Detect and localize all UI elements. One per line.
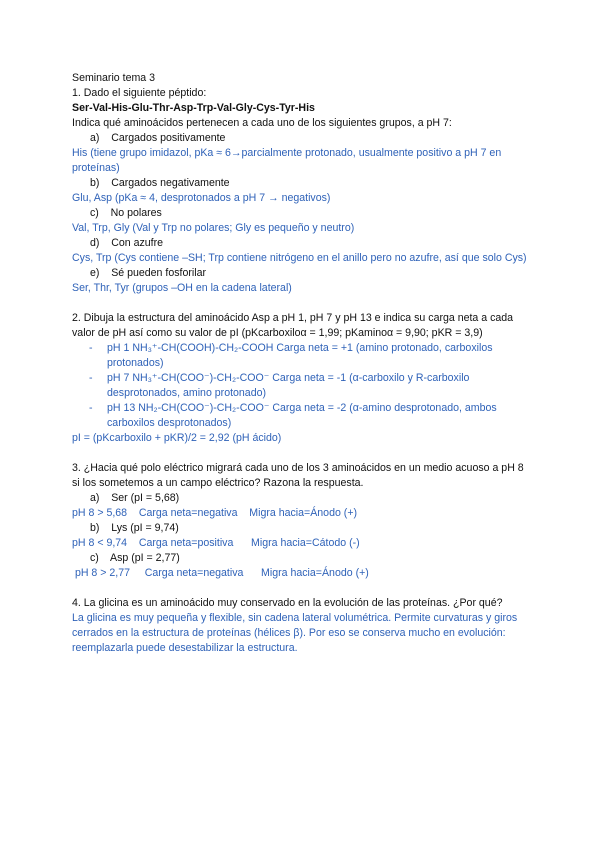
q2-line-ph7-text: pH 7 NH₃⁺-CH(COO⁻)-CH₂-COO⁻ Carga neta = -1 (α-carboxilo y R-carboxilo desprotonados, amino protonado): [107, 372, 470, 399]
q2-line-ph7: [72, 371, 530, 401]
q2-line-ph1: [72, 341, 530, 371]
q2-line-ph1-text: pH 1 NH₃⁺-CH(COOH)-CH₂-COOH Carga neta = +1 (amino protonado, carboxilos protonados): [107, 342, 493, 369]
q1-item-e-answer: Ser, Thr, Tyr (grupos –OH en la cadena lateral): [72, 282, 292, 294]
q3-item-c-answer: pH 8 > 2,77 Carga neta=negativa Migra hacia=Ánodo (+): [72, 567, 369, 579]
q1-item-d-answer: Cys, Trp (Cys contiene –SH; Trp contiene nitrógeno en el anillo pero no azufre, así que solo Cys): [72, 252, 527, 264]
q1-item-c-label: c) No polares: [90, 207, 162, 219]
doc-title: Seminario tema 3: [72, 72, 156, 84]
q2-question: 2. Dibuja la estructura del aminoácido Asp a pH 1, pH 7 y pH 13 e indica su carga neta a cada valor de pH así como su valor de pI (pKcarboxiloα = 1,99; pKaminoα = 9,90; pKR = 3,9): [72, 312, 514, 339]
spacer: [72, 581, 530, 596]
q1-item-b-label: b) Cargados negativamente: [90, 177, 230, 189]
bullet-dash: -: [89, 372, 93, 384]
q2-pi: pI = (pKcarboxilo + pKR)/2 = 2,92 (pH ácido): [72, 432, 282, 444]
q1-item-a-answer: His (tiene grupo imidazol, pKa ≈ 6→parcialmente protonado, usualmente positivo a pH 7 en proteínas): [72, 147, 502, 174]
q2-line-ph13: [72, 401, 530, 431]
q3-item-b-label: b) Lys (pI = 9,74): [90, 522, 179, 534]
q1-instruction: Indica qué aminoácidos pertenecen a cada uno de los siguientes grupos, a pH 7:: [72, 117, 452, 129]
bullet-dash: -: [89, 342, 93, 354]
q1-item-a-label: a) Cargados positivamente: [90, 132, 226, 144]
q3-item-b-answer: pH 8 < 9,74 Carga neta=positiva Migra hacia=Cátodo (-): [72, 537, 360, 549]
q1-item-b-answer: Glu, Asp (pKa ≈ 4, desprotonados a pH 7 → negativos): [72, 192, 331, 204]
document-page: [72, 71, 530, 656]
q3-question: 3. ¿Hacia qué polo eléctrico migrará cada uno de los 3 aminoácidos en un medio acuoso a pH 8 si los sometemos a un campo eléctrico? Razona la respuesta.: [72, 462, 524, 489]
q3-item-a-label: a) Ser (pI = 5,68): [90, 492, 180, 504]
q1-header: 1. Dado el siguiente péptido:: [72, 87, 207, 99]
q1-item-e-label: e) Sé pueden fosforilar: [90, 267, 207, 279]
q3-item-c-label: c) Asp (pI = 2,77): [90, 552, 180, 564]
spacer: [72, 446, 530, 461]
spacer: [72, 296, 530, 311]
bullet-dash: -: [89, 402, 93, 414]
q1-item-d-label: d) Con azufre: [90, 237, 164, 249]
q1-peptide: Ser-Val-His-Glu-Thr-Asp-Trp-Val-Gly-Cys-Tyr-His: [72, 102, 315, 114]
q4-question: 4. La glicina es un aminoácido muy conservado en la evolución de las proteínas. ¿Por qué?: [72, 597, 503, 609]
q1-item-c-answer: Val, Trp, Gly (Val y Trp no polares; Gly es pequeño y neutro): [72, 222, 355, 234]
q4-answer: La glicina es muy pequeña y flexible, sin cadena lateral volumétrica. Permite curvaturas y giros cerrados en la estructura de proteínas (hélices β). Por eso se conserva mucho en evolución: reemplazarla puede desestabilizar la estructura.: [72, 612, 518, 654]
q3-item-a-answer: pH 8 > 5,68 Carga neta=negativa Migra hacia=Ánodo (+): [72, 507, 358, 519]
q2-line-ph13-text: pH 13 NH₂-CH(COO⁻)-CH₂-COO⁻ Carga neta = -2 (α-amino desprotonado, ambos carboxilos desprotonados): [107, 402, 497, 429]
